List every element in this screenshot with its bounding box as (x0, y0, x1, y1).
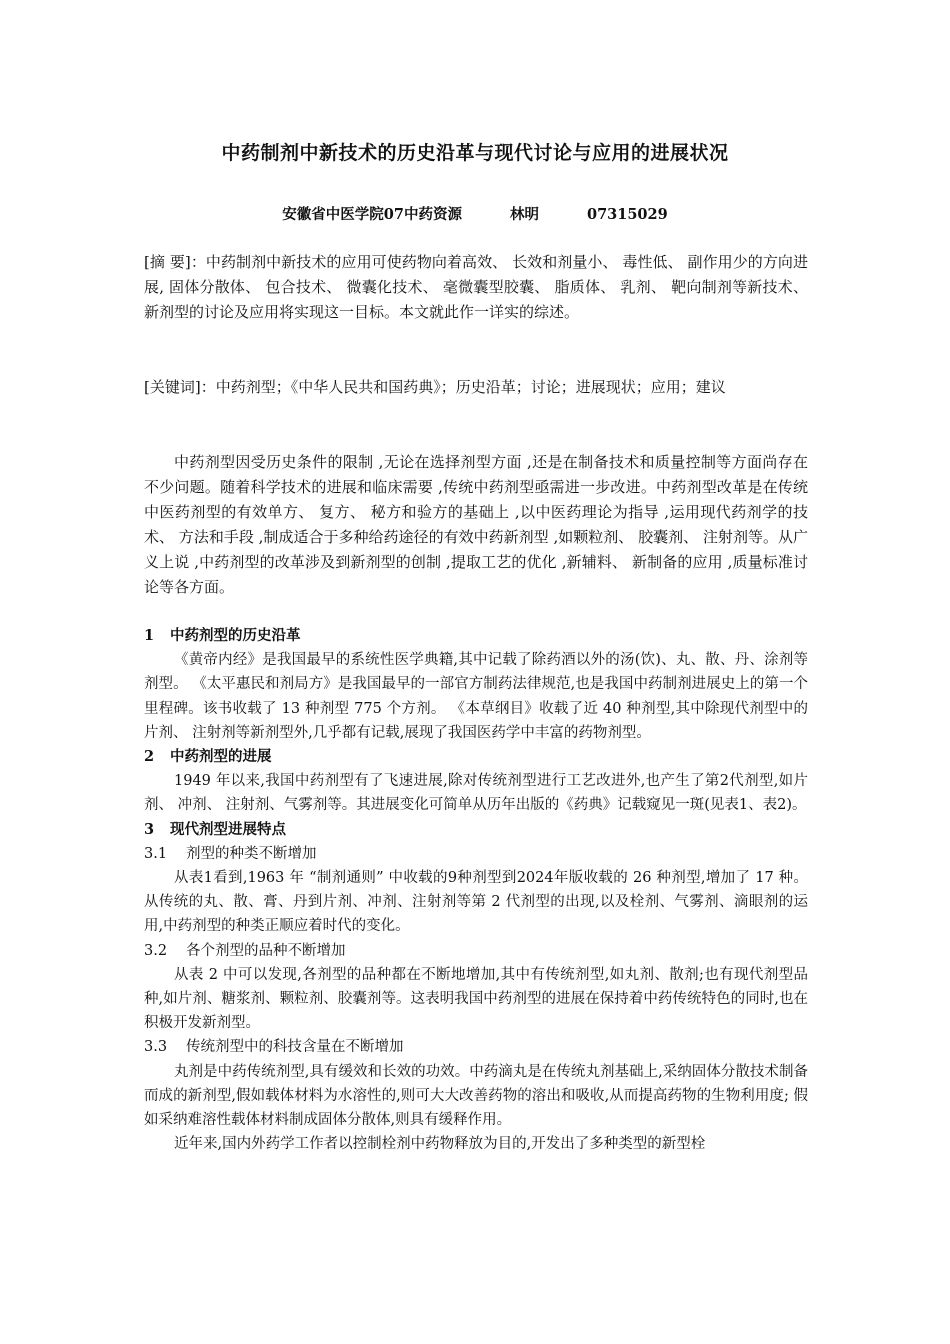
keywords (144, 375, 808, 400)
document-title: 中药制剂中新技术的历史沿革与现代讨论与应用的进展状况 (221, 142, 729, 164)
subsection-3-3-paragraph-1: 丸剂是中药传统剂型,具有缓效和长效的功效。中药滴丸是在传统丸剂基础上,采纳固体分散技术制备而成的新剂型,假如载体材料为水溶性的,则可大大改善药物的溶出和吸收,从而提高药物的生物利用度; 假如采纳难溶性载体材料制成固体分散体,则具有缓释作用。 (144, 1063, 808, 1129)
subsection-heading-3-1 (144, 842, 808, 866)
document-body (144, 624, 808, 1156)
section-title: 中药剂型的进展 (170, 748, 272, 766)
section-heading-3 (144, 818, 808, 842)
author-name: 林明 (509, 206, 539, 223)
section-2-paragraph: 1949 年以来,我国中药剂型有了飞速进展,除对传统剂型进行工艺改进外,也产生了第2代剂型,如片剂、 冲剂、 注射剂、气雾剂等。其进展变化可简单从历年出版的《药典》记载窥见一斑(见表1、表2)。 (144, 773, 808, 814)
subsection-number: 3.1 (144, 845, 168, 862)
subsection-number: 3.3 (144, 1039, 168, 1056)
section-number: 1 (144, 627, 155, 644)
author-institution: 安徽省中医学院07中药资源 (282, 206, 462, 223)
section-title: 现代剂型进展特点 (170, 820, 286, 838)
subsection-3-3-paragraph-2: 近年来,国内外药学工作者以控制栓剂中药物释放为目的,开发出了多种类型的新型栓 (174, 1136, 706, 1153)
author-line (0, 203, 950, 224)
section-title: 中药剂型的历史沿革 (170, 627, 301, 644)
subsection-title: 传统剂型中的科技含量在不断增加 (186, 1039, 404, 1056)
subsection-3-2-paragraph: 从表 2 中可以发现,各剂型的品种都在不断地增加,其中有传统剂型,如丸剂、散剂;也有现代剂型品种,如片剂、糖浆剂、颗粒剂、胶囊剂等。这表明我国中药剂型的进展在保持着中药传统特色的同时,也在积极开发新剂型。 (144, 966, 808, 1032)
subsection-title: 各个剂型的品种不断增加 (186, 942, 346, 959)
abstract-label: [摘 要]： (144, 253, 206, 271)
author-student-id: 07315029 (586, 206, 668, 223)
keywords-text: 中药剂型；《中华人民共和国药典》；历史沿革；讨论；进展现状；应用；建议 (215, 378, 726, 396)
section-1-paragraph: 《黄帝内经》是我国最早的系统性医学典籍,其中记载了除药酒以外的汤(饮)、丸、散、丹、涂剂等剂型。 《太平惠民和剂局方》是我国最早的一部官方制药法律规范,也是我国中药制剂进展史上的第一个里程碑。该书收载了 13 种剂型 775 个方剂。 《本草纲目》收载了近 40 种剂型,其中除现代剂型中的片剂、 注射剂等新剂型外,几乎都有记载,展现了我国医药学中丰富的药物剂型。 (144, 652, 808, 741)
abstract-text: 中药制剂中新技术的应用可使药物向着高效、 长效和剂量小、 毒性低、 副作用少的方向进展, 固体分散体、 包合技术、 微囊化技术、 毫微囊型胶囊、 脂质体、 乳剂、 靶向制剂等新技术、 新剂型的讨论及应用将实现这一目标。本文就此作一详实的综述。 (144, 253, 808, 321)
section-heading-1 (144, 624, 808, 648)
subsection-number: 3.2 (144, 942, 168, 959)
subsection-heading-3-3 (144, 1035, 808, 1059)
intro-paragraph: 中药剂型因受历史条件的限制 ,无论在选择剂型方面 ,还是在制备技术和质量控制等方面尚存在不少问题。随着科学技术的进展和临床需要 ,传统中药剂型亟需进一步改进。中药剂型改革是在传统中医药剂型的有效单方、 复方、 秘方和验方的基础上 ,以中医药理论为指导 ,运用现代药剂学的技术、 方法和手段 ,制成适合于多种给药途径的有效中药新剂型 ,如颗粒剂、 胶囊剂、 注射剂等。从广义上说 ,中药剂型的改革涉及到新剂型的创制 ,提取工艺的优化 ,新辅料、 新制备的应用 ,质量标准讨论等各方面。 (144, 453, 808, 596)
section-number: 2 (144, 748, 155, 766)
section-heading-2 (144, 745, 808, 769)
subsection-heading-3-2 (144, 939, 808, 963)
subsection-3-1-paragraph: 从表1看到,1963 年 “制剂通则” 中收载的9种剂型到2024年版收载的 26 种剂型,增加了 17 种。从传统的丸、散、膏、丹到片剂、冲剂、注射剂等第 2 代剂型的出现,以及栓剂、气雾剂、滴眼剂的运用,中药剂型的种类正顺应着时代的变化。 (144, 870, 808, 935)
abstract (144, 250, 808, 325)
subsection-title: 剂型的种类不断增加 (186, 845, 317, 862)
section-number: 3 (144, 820, 155, 838)
keywords-label: [关键词]： (144, 378, 216, 396)
